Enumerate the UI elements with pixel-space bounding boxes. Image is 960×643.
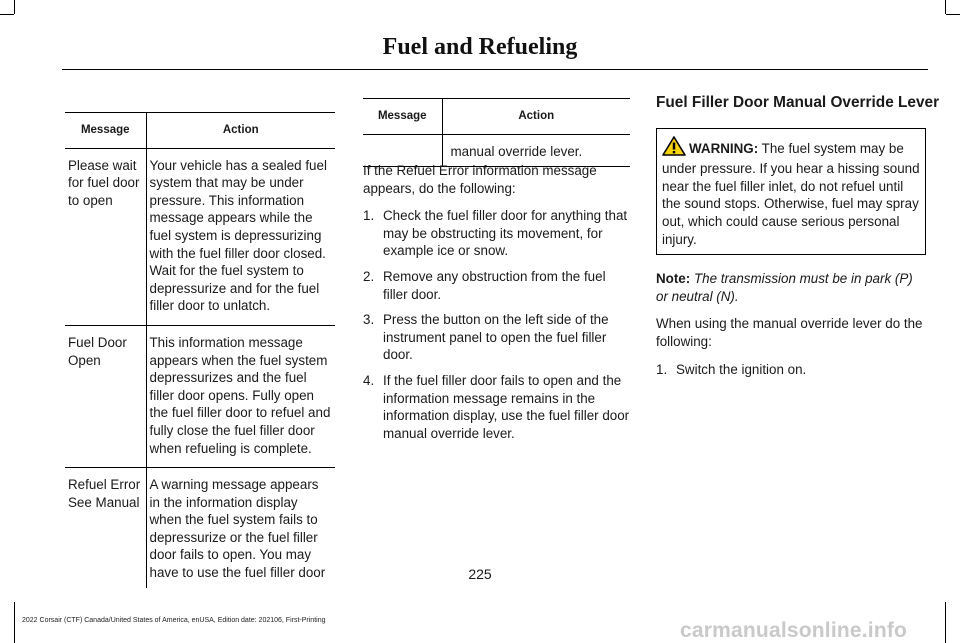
table-row [65,325,335,467]
refuel-error-instructions [363,162,633,450]
crop-mark [945,602,946,643]
crop-mark [945,0,946,14]
list-item: 3. Press the button on the left side of the instrument panel to open the fuel filler door. [363,312,609,363]
intro-paragraph: If the Refuel Error information message appears, do the following: [363,163,597,196]
message-table [65,112,335,588]
message-cell: Fuel Door Open [65,325,146,467]
intro-paragraph: When using the manual override lever do the following: [656,316,923,349]
warning-triangle-icon [662,136,686,161]
note-text: The transmission must be in park (P) or neutral (N). [656,271,913,304]
steps-list [656,361,926,379]
action-cell: Your vehicle has a sealed fuel system that may be under pressure. This information message appears while the fuel system is depressurizing with the fuel filler door closed. Wait for the fuel system to depressurize and for the fuel filler door to unlatch. [146,148,335,325]
crop-mark [0,14,14,15]
action-column-header: Action [146,113,335,149]
warning-text: The fuel system may be under pressure. If you hear a hissing sound near the fuel filler inlet, do not refuel until the sound stops. Otherwise, fuel may spray out, which could cause serious personal injury. [662,140,920,247]
steps-list [363,207,633,442]
table-row [65,148,335,325]
note-label: Note: [656,271,691,287]
warning-box [656,128,926,256]
message-cell: Refuel Error See Manual [65,468,146,588]
watermark: carmanualsonline.info [680,619,908,642]
crop-mark [14,0,15,14]
note [656,270,926,305]
table-header-row [65,113,335,149]
warning-label: WARNING: [689,140,759,156]
action-cell: A warning message appears in the information display when the fuel system fails to depressurize or the fuel filler door fails to open. You may have to use the fuel filler door [149,477,326,581]
action-column-header: Action [442,99,630,135]
message-cell: Please wait for fuel door to open [65,148,146,325]
page-title: Fuel and Refueling [382,34,578,60]
footer-edition-text: 2022 Corsair (CTF) Canada/United States of America, enUSA, Edition date: 202106, First-Printing [22,617,326,624]
list-item: 2. Remove any obstruction from the fuel filler door. [363,268,606,302]
table-header-row [363,99,630,135]
action-cell: manual override lever. [442,134,630,167]
crop-mark [946,14,960,15]
section-heading: Fuel Filler Door Manual Override Lever [656,94,940,111]
message-column-header: Message [65,113,146,149]
list-item: 1. Check the fuel filler door for anything that may be obstructing its movement, for example ice or snow. [363,208,628,259]
list-item: 1. Switch the ignition on. [656,361,807,377]
message-column-header: Message [363,99,442,135]
list-item: 4. If the fuel filler door fails to open and the information message remains in the information display, use the fuel filler door manual override lever. [363,372,630,441]
message-table-continued [363,98,630,167]
page-number: 225 [468,566,492,582]
action-cell: This information message appears when the fuel system depressurizes and the fuel filler door opens. Fully open the fuel filler door to refuel and fully close the fuel filler door when refueling is complete. [146,325,335,467]
title-rule [62,69,928,70]
override-lever-section [656,94,940,386]
crop-mark [14,602,15,643]
